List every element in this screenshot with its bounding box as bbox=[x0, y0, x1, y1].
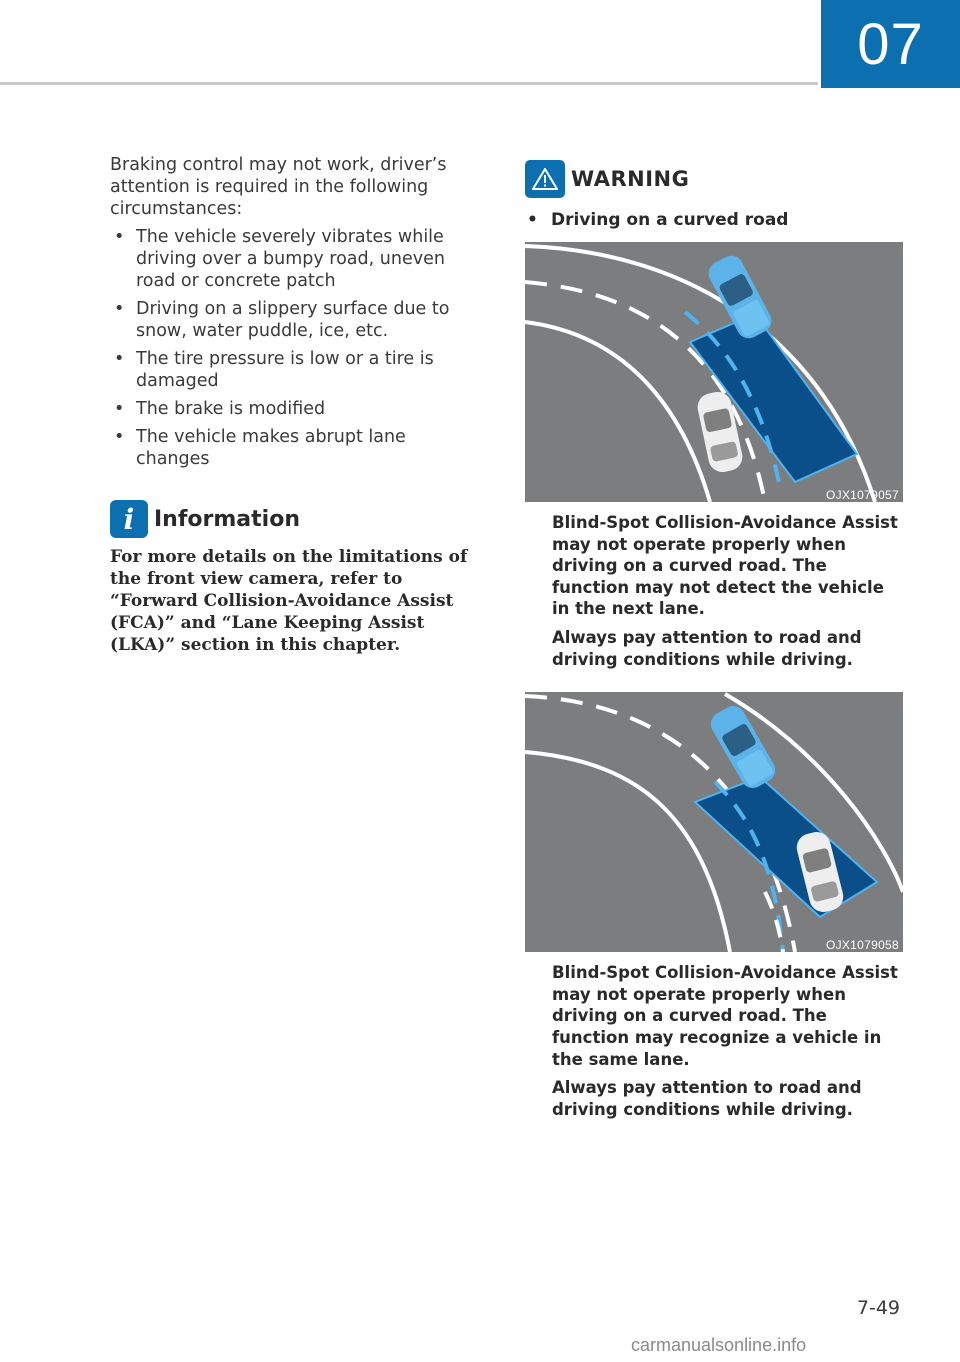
list-item: • The vehicle severely vibrates while driving over a bumpy road, uneven road or concrete patch bbox=[110, 226, 470, 292]
information-title: Information bbox=[154, 506, 300, 532]
left-column bbox=[110, 154, 470, 656]
road-illustration-2 bbox=[525, 692, 903, 952]
chapter-tab: 07 bbox=[821, 0, 960, 88]
figure-code-1: OJX1079057 bbox=[825, 488, 899, 502]
information-header bbox=[110, 500, 470, 538]
watermark: carmanualsonline.info bbox=[631, 1335, 807, 1355]
warning-header bbox=[525, 160, 903, 198]
circumstance-list bbox=[110, 226, 470, 470]
list-item: • Driving on a slippery surface due to snow, water puddle, ice, etc. bbox=[110, 298, 470, 342]
road-illustration-1 bbox=[525, 242, 903, 502]
right-column bbox=[525, 160, 903, 1127]
intro-text: Braking control may not work, driver’s attention is required in the following circumstances: bbox=[110, 155, 447, 219]
caption-1-paragraph-2: Always pay attention to road and driving conditions while driving. bbox=[552, 627, 862, 669]
curved-road-figure-2 bbox=[525, 692, 903, 952]
header-rule bbox=[0, 82, 818, 85]
caption-1-paragraph-1: Blind-Spot Collision-Avoidance Assist may not operate properly when driving on a curved road. The function may not detect the vehicle in the next lane. bbox=[552, 513, 898, 619]
information-body: For more details on the limitations of the front view camera, refer to “Forward Collision-Avoidance Assist (FCA)” and “Lane Keeping Assist (LKA)” section in this chapter. bbox=[110, 547, 468, 655]
figure-caption-1 bbox=[525, 512, 903, 670]
list-item: • The vehicle makes abrupt lane changes bbox=[110, 426, 470, 470]
caption-2-paragraph-1: Blind-Spot Collision-Avoidance Assist may not operate properly when driving on a curved road. The function may recognize a vehicle in the same lane. bbox=[552, 963, 898, 1069]
info-icon: i bbox=[110, 500, 148, 538]
page-number: 7-49 bbox=[856, 1297, 900, 1319]
list-item: • The tire pressure is low or a tire is damaged bbox=[110, 348, 470, 392]
caption-2-paragraph-2: Always pay attention to road and driving conditions while driving. bbox=[552, 1078, 862, 1119]
warning-bullet: • Driving on a curved road bbox=[527, 210, 789, 230]
figure-code-2: OJX1079058 bbox=[825, 938, 899, 953]
figure-caption-2 bbox=[525, 962, 903, 1120]
warning-triangle-icon bbox=[525, 160, 565, 198]
warning-bullet-text: Driving on a curved road bbox=[551, 210, 789, 230]
curved-road-figure-1 bbox=[525, 242, 903, 502]
warning-title: WARNING bbox=[571, 167, 690, 191]
list-item: • The brake is modified bbox=[110, 398, 470, 420]
